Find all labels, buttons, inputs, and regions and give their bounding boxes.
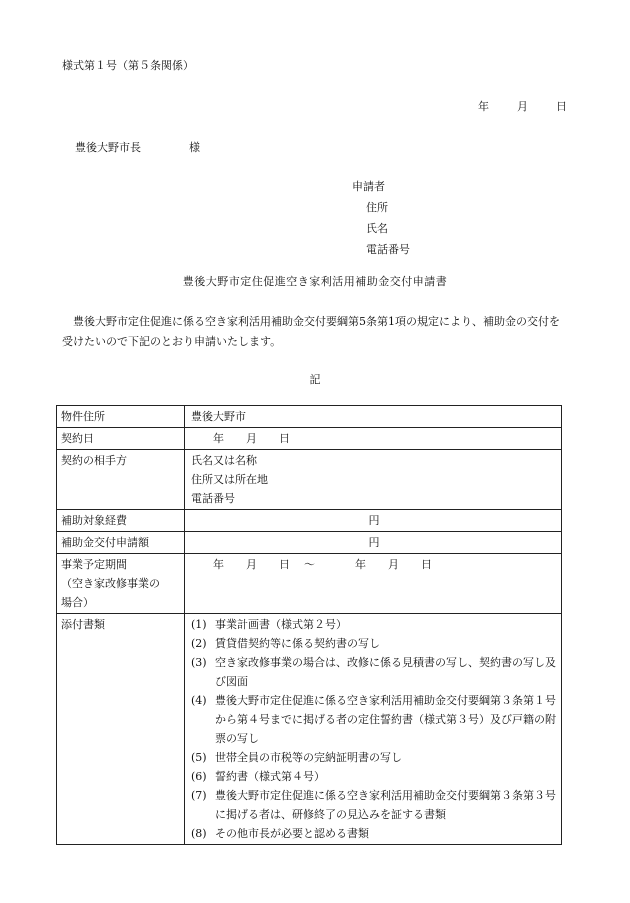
schedule-label-line: 場合） bbox=[61, 596, 94, 609]
table-row bbox=[57, 554, 562, 614]
addressee bbox=[75, 139, 200, 155]
ki-heading: 記 bbox=[309, 373, 321, 386]
attachment-text: その他市長が必要と認める書類 bbox=[215, 827, 369, 840]
counterparty-label: 契約の相手方 bbox=[57, 450, 185, 510]
attachment-num: (5) bbox=[191, 751, 207, 764]
date-day: 日 bbox=[556, 100, 567, 113]
table-row bbox=[57, 406, 562, 428]
addressee-honorific: 様 bbox=[189, 141, 200, 154]
contract-date-value bbox=[185, 428, 562, 450]
table-row bbox=[57, 614, 562, 845]
applicant-block bbox=[352, 176, 410, 260]
schedule-end-year: 年 bbox=[355, 558, 366, 571]
schedule-label bbox=[57, 554, 185, 614]
attachment-item bbox=[191, 767, 557, 786]
applicant-name-label: 氏名 bbox=[366, 222, 388, 235]
date-year: 年 bbox=[478, 100, 489, 113]
contract-month: 月 bbox=[246, 432, 257, 445]
attachment-num: (2) bbox=[191, 637, 207, 650]
attachment-item bbox=[191, 786, 557, 824]
attachment-num: (6) bbox=[191, 770, 207, 783]
schedule-end-day: 日 bbox=[421, 558, 432, 571]
date-month: 月 bbox=[517, 100, 528, 113]
counterparty-line: 電話番号 bbox=[191, 492, 235, 505]
contract-date-label: 契約日 bbox=[57, 428, 185, 450]
counterparty-value bbox=[185, 450, 562, 510]
document-title: 豊後大野市定住促進空き家利活用補助金交付申請書 bbox=[182, 275, 448, 288]
attachment-text: 空き家改修事業の場合は、改修に係る見積書の写し、契約書の写し及び図面 bbox=[215, 656, 556, 688]
applicant-phone-label: 電話番号 bbox=[366, 243, 410, 256]
attachment-item bbox=[191, 691, 557, 748]
attachment-text: 豊後大野市定住促進に係る空き家利活用補助金交付要綱第３条第３号に掲げる者は、研修終了の見込みを証する書類 bbox=[215, 789, 556, 821]
schedule-label-line: 事業予定期間 bbox=[61, 558, 127, 571]
date-line bbox=[478, 98, 567, 114]
requested-amount-label: 補助金交付申請額 bbox=[57, 532, 185, 554]
contract-year: 年 bbox=[213, 432, 224, 445]
form-number: 様式第１号（第５条関係） bbox=[62, 59, 194, 72]
applicant-heading: 申請者 bbox=[352, 180, 385, 193]
schedule-tilde: ～ bbox=[304, 558, 315, 571]
applicant-address-label: 住所 bbox=[366, 201, 388, 214]
attachment-item bbox=[191, 748, 557, 767]
eligible-cost-label: 補助対象経費 bbox=[57, 510, 185, 532]
property-address-label: 物件住所 bbox=[57, 406, 185, 428]
requested-amount-unit: 円 bbox=[185, 532, 562, 554]
attachment-text: 誓約書（様式第４号） bbox=[215, 770, 325, 783]
attachment-item bbox=[191, 653, 557, 691]
contract-day: 日 bbox=[279, 432, 290, 445]
attachment-text: 賃貸借契約等に係る契約書の写し bbox=[215, 637, 380, 650]
detail-table bbox=[56, 405, 562, 845]
counterparty-line: 住所又は所在地 bbox=[191, 473, 268, 486]
attachment-num: (1) bbox=[191, 618, 207, 631]
addressee-name: 豊後大野市長 bbox=[75, 141, 141, 154]
schedule-end-month: 月 bbox=[388, 558, 399, 571]
schedule-start-year: 年 bbox=[213, 558, 224, 571]
body-text: 豊後大野市定住促進に係る空き家利活用補助金交付要綱第5条第1項の規定により、補助金の交付を受けたいので下記のとおり申請いたします。 bbox=[62, 315, 560, 348]
attachment-text: 豊後大野市定住促進に係る空き家利活用補助金交付要綱第３条第１号から第４号までに掲げる者の定住誓約書（様式第３号）及び戸籍の附票の写し bbox=[215, 694, 556, 745]
table-row bbox=[57, 450, 562, 510]
attachment-text: 事業計画書（様式第２号） bbox=[215, 618, 347, 631]
table-row bbox=[57, 532, 562, 554]
schedule-start-month: 月 bbox=[246, 558, 257, 571]
schedule-value bbox=[185, 554, 562, 614]
attachment-num: (3) bbox=[191, 656, 207, 669]
attachment-item bbox=[191, 824, 557, 843]
counterparty-line: 氏名又は名称 bbox=[191, 454, 257, 467]
attachment-num: (7) bbox=[191, 789, 207, 802]
property-address-value: 豊後大野市 bbox=[185, 406, 562, 428]
attachment-item bbox=[191, 634, 557, 653]
schedule-start-day: 日 bbox=[279, 558, 290, 571]
table-row bbox=[57, 428, 562, 450]
attachments-label: 添付書類 bbox=[57, 614, 185, 845]
attachment-item bbox=[191, 615, 557, 634]
table-row bbox=[57, 510, 562, 532]
attachment-num: (8) bbox=[191, 827, 207, 840]
schedule-label-line: （空き家改修事業の bbox=[61, 577, 160, 590]
attachment-text: 世帯全員の市税等の完納証明書の写し bbox=[215, 751, 402, 764]
attachments-list bbox=[185, 614, 562, 845]
attachment-num: (4) bbox=[191, 694, 207, 707]
eligible-cost-unit: 円 bbox=[185, 510, 562, 532]
